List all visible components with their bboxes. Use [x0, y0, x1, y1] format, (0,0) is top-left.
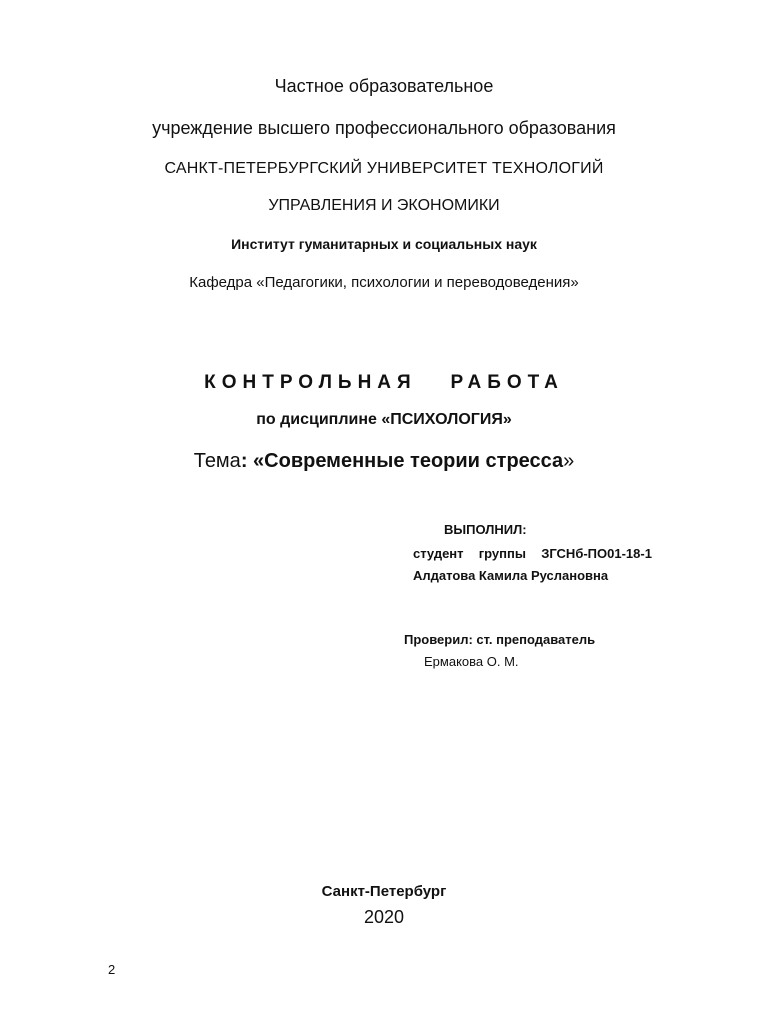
author-group: студент группы ЗГСНб-ПО01-18-1: [413, 546, 652, 561]
theme-prefix: Тема: [193, 450, 241, 472]
discipline-line: по дисциплине «ПСИХОЛОГИЯ»: [256, 411, 512, 428]
author-label: ВЫПОЛНИЛ:: [444, 522, 527, 537]
page-number: 2: [108, 962, 116, 977]
document-title: КОНТРОЛЬНАЯ РАБОТА: [204, 372, 564, 393]
university-name-line-2: УПРАВЛЕНИЯ И ЭКОНОМИКИ: [268, 197, 500, 214]
header-line-1: Частное образовательное: [274, 76, 494, 96]
theme-colon: :: [240, 450, 254, 472]
city: Санкт-Петербург: [321, 883, 447, 900]
theme-close-quote: »: [563, 450, 575, 472]
header-line-2: учреждение высшего профессионального образования: [152, 118, 616, 138]
author-name: Алдатова Камила Руслановна: [413, 568, 609, 583]
department-name: Кафедра «Педагогики, психологии и переводоведения»: [189, 274, 579, 291]
institute-name: Институт гуманитарных и социальных наук: [231, 236, 537, 252]
theme-text: «Современные теории стресса: [253, 450, 564, 472]
reviewer-name: Ермакова О. М.: [424, 654, 519, 669]
theme-line: [0, 450, 768, 473]
year: 2020: [363, 907, 405, 927]
university-name-line-1: САНКТ-ПЕТЕРБУРГСКИЙ УНИВЕРСИТЕТ ТЕХНОЛОГИЙ: [164, 160, 604, 177]
reviewer-label: Проверил: ст. преподаватель: [404, 632, 596, 647]
